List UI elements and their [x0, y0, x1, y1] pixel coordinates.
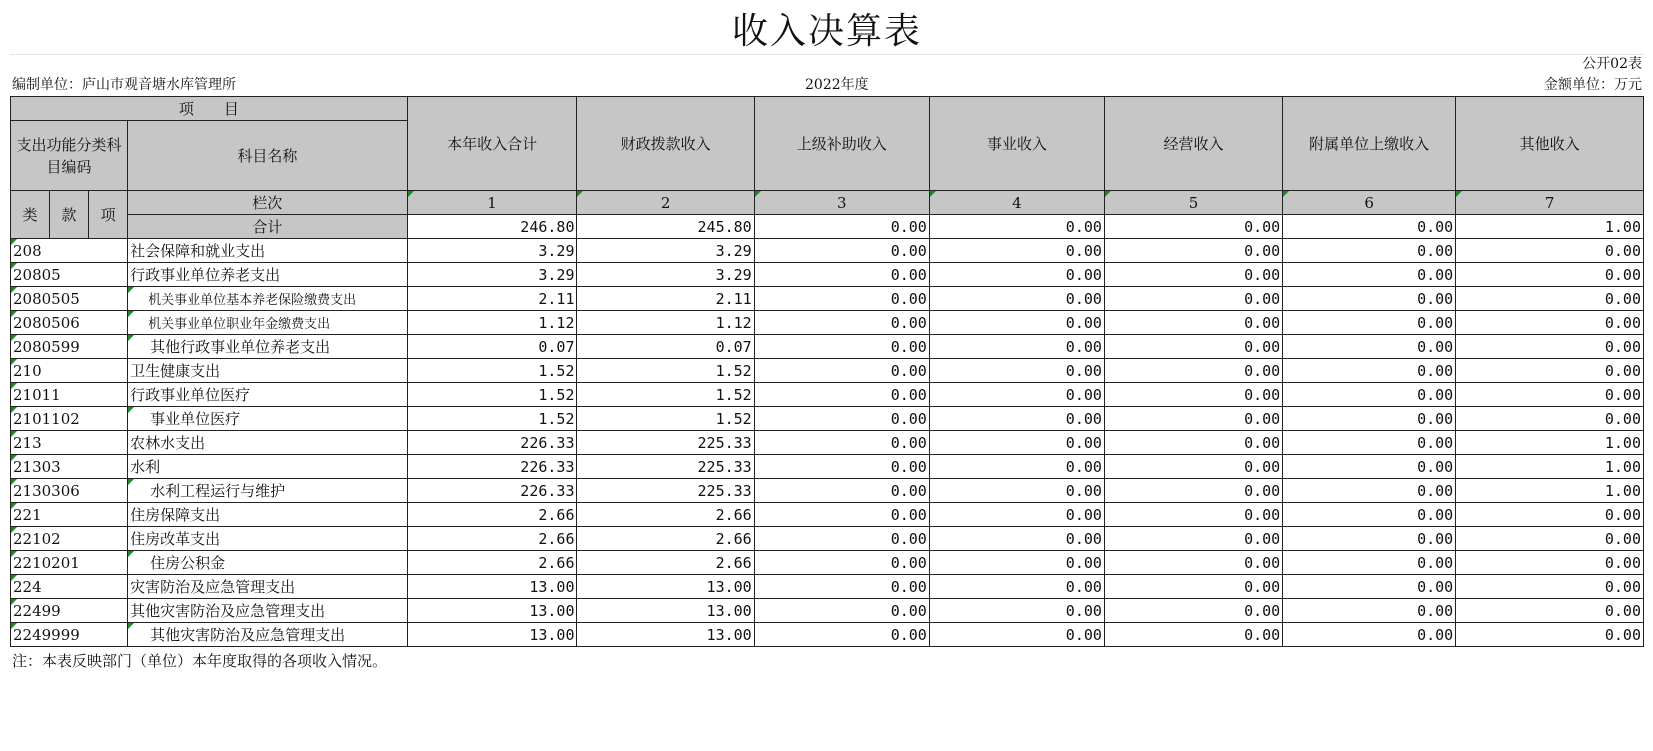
subject-name: 机关事业单位基本养老保险缴费支出	[128, 287, 408, 311]
amount-cell: 0.00	[1104, 503, 1282, 527]
amount-cell: 0.00	[1456, 551, 1644, 575]
amount-unit: 金额单位：万元	[1544, 77, 1642, 93]
subject-name: 住房公积金	[128, 551, 408, 575]
amount-cell: 1.12	[407, 311, 577, 335]
amount-cell: 0.00	[754, 239, 929, 263]
amount-cell: 0.00	[1283, 479, 1456, 503]
amount-cell: 0.00	[1104, 383, 1282, 407]
amount-cell: 0.00	[929, 431, 1104, 455]
subject-code: 2130306	[11, 479, 128, 503]
table-row	[11, 287, 1644, 311]
subject-code: 20805	[11, 263, 128, 287]
table-row	[11, 263, 1644, 287]
amount-cell: 0.00	[929, 359, 1104, 383]
amount-cell: 226.33	[407, 455, 577, 479]
amount-cell: 1.00	[1456, 479, 1644, 503]
subject-code: 208	[11, 239, 128, 263]
subject-name: 机关事业单位职业年金缴费支出	[128, 311, 408, 335]
subject-name: 水利	[128, 455, 408, 479]
amount-cell: 0.00	[1283, 575, 1456, 599]
amount-cell: 0.00	[1104, 623, 1282, 647]
amount-cell: 2.66	[407, 527, 577, 551]
col-header-4: 事业收入	[929, 97, 1104, 191]
table-row	[11, 311, 1644, 335]
subject-name-header: 科目名称	[128, 121, 408, 191]
amount-cell: 1.52	[407, 383, 577, 407]
table-row	[11, 335, 1644, 359]
col-header-7: 其他收入	[1456, 97, 1644, 191]
amount-cell: 0.00	[1104, 263, 1282, 287]
amount-cell: 0.00	[754, 551, 929, 575]
amount-cell: 13.00	[577, 575, 754, 599]
amount-cell: 0.00	[754, 335, 929, 359]
amount-cell: 0.00	[929, 239, 1104, 263]
amount-cell: 0.07	[407, 335, 577, 359]
amount-cell: 0.00	[929, 503, 1104, 527]
amount-cell: 0.00	[1283, 623, 1456, 647]
amount-cell: 0.00	[1104, 335, 1282, 359]
column-index-label: 栏次	[128, 191, 408, 215]
subject-name: 其他灾害防治及应急管理支出	[128, 599, 408, 623]
amount-cell: 2.11	[577, 287, 754, 311]
amount-cell: 0.00	[1456, 599, 1644, 623]
amount-cell: 1.00	[1456, 455, 1644, 479]
total-cell: 0.00	[929, 215, 1104, 239]
amount-cell: 0.00	[1456, 623, 1644, 647]
amount-cell: 0.00	[1283, 335, 1456, 359]
col-header-2: 财政拨款收入	[577, 97, 754, 191]
amount-cell: 0.00	[1283, 359, 1456, 383]
amount-cell: 0.00	[1283, 407, 1456, 431]
amount-cell: 0.00	[929, 455, 1104, 479]
col-index-3: 3	[754, 191, 929, 215]
amount-cell: 0.00	[929, 335, 1104, 359]
subject-code: 2080505	[11, 287, 128, 311]
amount-cell: 3.29	[407, 239, 577, 263]
total-cell: 0.00	[754, 215, 929, 239]
col-header-1: 本年收入合计	[407, 97, 577, 191]
amount-cell: 0.00	[1104, 455, 1282, 479]
amount-cell: 0.00	[754, 287, 929, 311]
subject-code: 210	[11, 359, 128, 383]
amount-cell: 0.00	[1104, 407, 1282, 431]
amount-cell: 0.00	[929, 407, 1104, 431]
amount-cell: 1.00	[1456, 431, 1644, 455]
amount-cell: 0.00	[1104, 599, 1282, 623]
table-row	[11, 431, 1644, 455]
amount-cell: 0.00	[1283, 599, 1456, 623]
col-index-2: 2	[577, 191, 754, 215]
amount-cell: 13.00	[577, 623, 754, 647]
amount-cell: 0.00	[754, 599, 929, 623]
amount-cell: 3.29	[407, 263, 577, 287]
amount-cell: 0.00	[754, 383, 929, 407]
amount-cell: 0.00	[929, 575, 1104, 599]
amount-cell: 0.00	[1104, 359, 1282, 383]
amount-cell: 0.00	[1283, 287, 1456, 311]
col-index-1: 1	[407, 191, 577, 215]
subject-code: 2210201	[11, 551, 128, 575]
col-header-6: 附属单位上缴收入	[1283, 97, 1456, 191]
amount-cell: 0.00	[929, 551, 1104, 575]
table-row	[11, 575, 1644, 599]
total-cell: 0.00	[1283, 215, 1456, 239]
meta-row	[10, 75, 1644, 97]
total-label: 合计	[128, 215, 408, 239]
col-index-7: 7	[1456, 191, 1644, 215]
subject-code: 2080506	[11, 311, 128, 335]
amount-cell: 1.52	[577, 359, 754, 383]
amount-cell: 13.00	[407, 599, 577, 623]
subject-name: 住房保障支出	[128, 503, 408, 527]
amount-cell: 0.00	[754, 623, 929, 647]
amount-cell: 2.66	[407, 551, 577, 575]
col-header-5: 经营收入	[1104, 97, 1282, 191]
amount-cell: 0.00	[1104, 575, 1282, 599]
table-row	[11, 599, 1644, 623]
amount-cell: 0.00	[1104, 311, 1282, 335]
table-row	[11, 551, 1644, 575]
col-index-4: 4	[929, 191, 1104, 215]
amount-cell: 2.11	[407, 287, 577, 311]
amount-cell: 0.00	[1456, 263, 1644, 287]
table-row	[11, 239, 1644, 263]
amount-cell: 0.00	[1283, 431, 1456, 455]
amount-cell: 0.00	[929, 383, 1104, 407]
amount-cell: 0.00	[754, 455, 929, 479]
subject-name: 其他行政事业单位养老支出	[128, 335, 408, 359]
amount-cell: 0.00	[1283, 503, 1456, 527]
subject-name: 行政事业单位医疗	[128, 383, 408, 407]
amount-cell: 2.66	[577, 527, 754, 551]
lei-header: 类	[11, 191, 50, 239]
subject-code: 224	[11, 575, 128, 599]
subject-code: 22499	[11, 599, 128, 623]
subject-code: 213	[11, 431, 128, 455]
table-row	[11, 383, 1644, 407]
table-row	[11, 503, 1644, 527]
amount-cell: 0.00	[1283, 551, 1456, 575]
footnote: 注：本表反映部门（单位）本年度取得的各项收入情况。	[12, 652, 388, 670]
subject-code: 2249999	[11, 623, 128, 647]
kuan-header: 款	[50, 191, 89, 239]
amount-cell: 0.00	[1104, 551, 1282, 575]
amount-cell: 0.00	[754, 311, 929, 335]
amount-cell: 1.52	[407, 359, 577, 383]
amount-cell: 13.00	[577, 599, 754, 623]
subject-name: 事业单位医疗	[128, 407, 408, 431]
table-row	[11, 479, 1644, 503]
amount-cell: 0.00	[1456, 359, 1644, 383]
amount-cell: 225.33	[577, 431, 754, 455]
subject-name: 行政事业单位养老支出	[128, 263, 408, 287]
table-row	[11, 455, 1644, 479]
amount-cell: 0.00	[754, 431, 929, 455]
amount-cell: 3.29	[577, 239, 754, 263]
project-header: 项 目	[11, 97, 408, 121]
total-cell: 245.80	[577, 215, 754, 239]
amount-cell: 0.00	[1456, 335, 1644, 359]
amount-cell: 0.00	[1104, 431, 1282, 455]
amount-cell: 0.00	[1456, 575, 1644, 599]
amount-cell: 1.52	[577, 383, 754, 407]
amount-cell: 0.00	[1456, 311, 1644, 335]
amount-cell: 0.00	[929, 287, 1104, 311]
amount-cell: 0.00	[1283, 455, 1456, 479]
subject-code: 2080599	[11, 335, 128, 359]
fiscal-year: 2022年度	[805, 77, 869, 93]
amount-cell: 2.66	[407, 503, 577, 527]
amount-cell: 0.00	[929, 263, 1104, 287]
amount-cell: 1.52	[577, 407, 754, 431]
amount-cell: 13.00	[407, 623, 577, 647]
table-row	[11, 527, 1644, 551]
page-title: 收入决算表	[10, 10, 1644, 55]
subject-name: 卫生健康支出	[128, 359, 408, 383]
subject-code: 221	[11, 503, 128, 527]
amount-cell: 0.00	[1456, 287, 1644, 311]
subject-code: 21011	[11, 383, 128, 407]
amount-cell: 0.00	[1456, 407, 1644, 431]
table-row	[11, 359, 1644, 383]
xiang-header: 项	[89, 191, 128, 239]
amount-cell: 13.00	[407, 575, 577, 599]
col-header-3: 上级补助收入	[754, 97, 929, 191]
amount-cell: 0.00	[754, 527, 929, 551]
amount-cell: 0.00	[754, 575, 929, 599]
subject-name: 农林水支出	[128, 431, 408, 455]
subject-name: 其他灾害防治及应急管理支出	[128, 623, 408, 647]
amount-cell: 0.00	[1104, 287, 1282, 311]
col-index-6: 6	[1283, 191, 1456, 215]
total-cell: 1.00	[1456, 215, 1644, 239]
total-cell: 0.00	[1104, 215, 1282, 239]
amount-cell: 0.00	[754, 263, 929, 287]
code-group-header: 支出功能分类科目编码	[11, 121, 128, 191]
form-number: 公开02表	[1582, 56, 1642, 72]
total-row	[11, 215, 1644, 239]
col-index-5: 5	[1104, 191, 1282, 215]
subject-code: 21303	[11, 455, 128, 479]
amount-cell: 0.00	[1456, 527, 1644, 551]
amount-cell: 0.00	[754, 503, 929, 527]
amount-cell: 226.33	[407, 431, 577, 455]
table-row	[11, 407, 1644, 431]
amount-cell: 1.52	[407, 407, 577, 431]
amount-cell: 1.12	[577, 311, 754, 335]
amount-cell: 0.00	[1104, 527, 1282, 551]
amount-cell: 0.00	[929, 479, 1104, 503]
amount-cell: 0.07	[577, 335, 754, 359]
total-cell: 246.80	[407, 215, 577, 239]
amount-cell: 0.00	[1104, 239, 1282, 263]
amount-cell: 0.00	[754, 479, 929, 503]
income-table	[10, 96, 1644, 647]
amount-cell: 0.00	[1104, 479, 1282, 503]
amount-cell: 0.00	[929, 623, 1104, 647]
subject-name: 住房改革支出	[128, 527, 408, 551]
subject-code: 2101102	[11, 407, 128, 431]
amount-cell: 2.66	[577, 551, 754, 575]
amount-cell: 226.33	[407, 479, 577, 503]
amount-cell: 0.00	[754, 407, 929, 431]
subject-name: 社会保障和就业支出	[128, 239, 408, 263]
amount-cell: 0.00	[929, 311, 1104, 335]
amount-cell: 225.33	[577, 455, 754, 479]
amount-cell: 0.00	[929, 527, 1104, 551]
table-row	[11, 623, 1644, 647]
amount-cell: 225.33	[577, 479, 754, 503]
amount-cell: 0.00	[1283, 311, 1456, 335]
subject-name: 水利工程运行与维护	[128, 479, 408, 503]
amount-cell: 0.00	[929, 599, 1104, 623]
amount-cell: 3.29	[577, 263, 754, 287]
amount-cell: 2.66	[577, 503, 754, 527]
amount-cell: 0.00	[1456, 503, 1644, 527]
amount-cell: 0.00	[754, 359, 929, 383]
amount-cell: 0.00	[1283, 239, 1456, 263]
compiling-unit: 编制单位：庐山市观音塘水库管理所	[12, 77, 236, 93]
amount-cell: 0.00	[1283, 263, 1456, 287]
subject-code: 22102	[11, 527, 128, 551]
amount-cell: 0.00	[1283, 527, 1456, 551]
amount-cell: 0.00	[1283, 383, 1456, 407]
amount-cell: 0.00	[1456, 239, 1644, 263]
subject-name: 灾害防治及应急管理支出	[128, 575, 408, 599]
amount-cell: 0.00	[1456, 383, 1644, 407]
